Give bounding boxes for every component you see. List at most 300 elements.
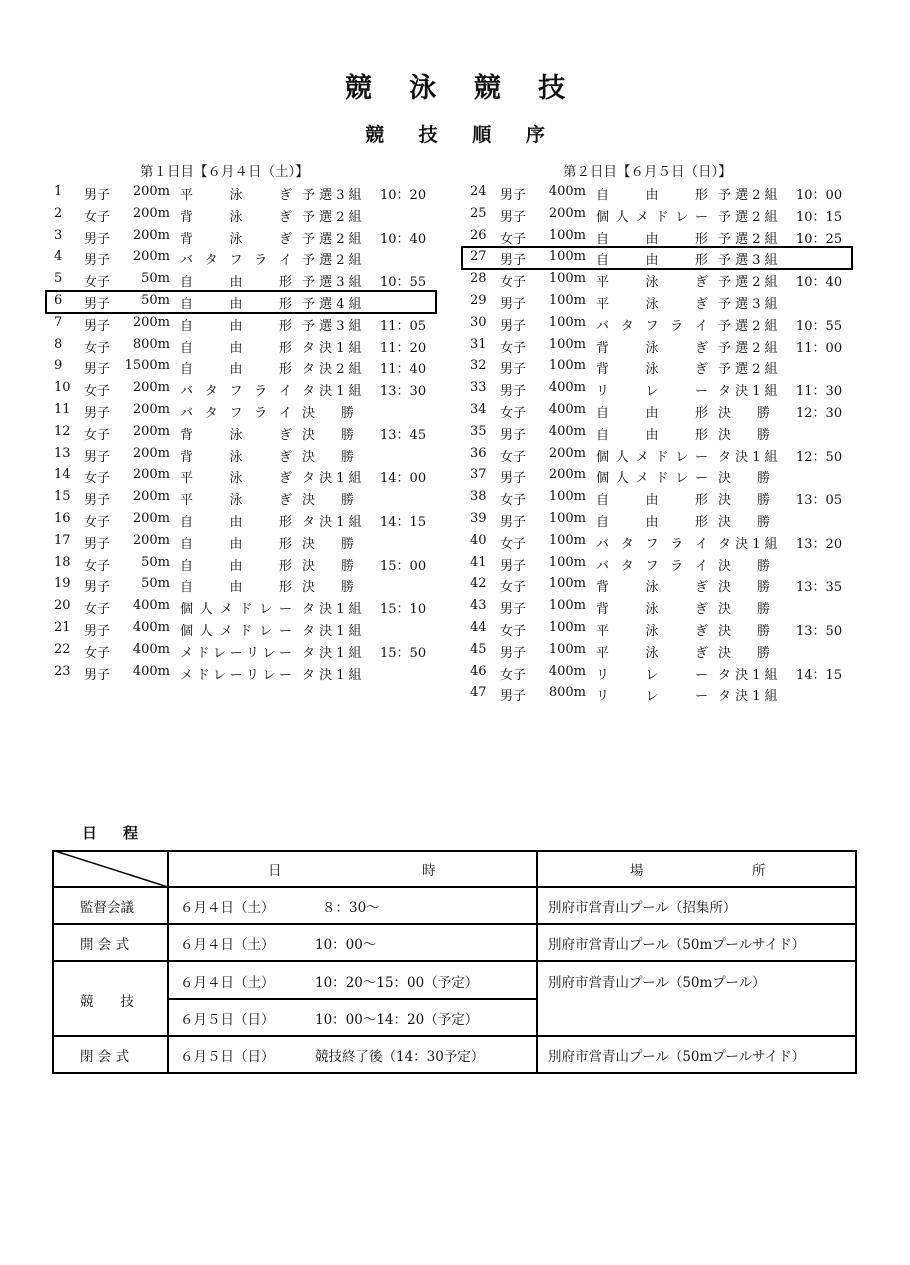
event-name: 自 由 形 xyxy=(596,405,708,421)
event-time: 13：20 xyxy=(796,536,843,552)
event-sex: 女子 xyxy=(500,623,527,639)
row-competition-date-1: ６月４日（土） xyxy=(180,975,275,991)
event-distance: 200m xyxy=(132,314,170,330)
event-round: タ 決 1 組 xyxy=(302,623,362,639)
event-row xyxy=(54,444,436,466)
event-name: 個 人 メ ド レ ー xyxy=(180,623,292,639)
table-rule xyxy=(536,850,538,1074)
event-row xyxy=(54,509,436,531)
event-round: 決 勝 xyxy=(302,493,355,509)
event-number: 11 xyxy=(54,401,71,417)
event-row xyxy=(54,553,436,575)
event-name: 自 由 形 xyxy=(596,493,708,509)
event-number: 30 xyxy=(470,314,487,330)
table-rule xyxy=(52,1072,857,1074)
event-row xyxy=(54,204,436,226)
event-number: 9 xyxy=(54,358,63,374)
event-name: 平 泳 ぎ xyxy=(596,296,708,312)
event-number: 41 xyxy=(470,554,487,570)
event-number: 6 xyxy=(54,292,63,308)
event-sex: 女子 xyxy=(84,340,111,356)
event-number: 39 xyxy=(470,510,487,526)
event-name: 平 泳 ぎ xyxy=(180,188,292,203)
event-round: 決 勝 xyxy=(302,427,355,443)
event-round: タ 決 1 組 xyxy=(302,667,362,683)
row-opening-date: ６月４日（土） xyxy=(180,937,275,953)
event-name: リ レ ー xyxy=(596,689,708,705)
event-sex: 男子 xyxy=(500,318,527,334)
event-row xyxy=(470,182,852,204)
row-competition-label: 競 技 xyxy=(80,994,134,1010)
event-distance: 400m xyxy=(548,380,586,396)
event-row xyxy=(470,269,852,291)
event-row xyxy=(54,487,436,509)
header-place-2: 所 xyxy=(752,863,766,879)
row-competition-time-2: 10：00～14：20（予定） xyxy=(315,1012,479,1028)
event-row xyxy=(470,313,852,335)
event-distance: 100m xyxy=(548,598,586,614)
event-round: 予 選 2 組 xyxy=(718,362,778,378)
event-distance: 400m xyxy=(132,619,170,635)
event-time: 13：30 xyxy=(380,384,427,400)
event-time: 11：05 xyxy=(380,318,427,334)
event-sex: 女子 xyxy=(84,384,111,400)
event-time: 14：00 xyxy=(380,471,427,487)
event-name: 平 泳 ぎ xyxy=(180,471,292,487)
event-number: 40 xyxy=(470,532,487,548)
event-round: 予 選 3 組 xyxy=(718,253,778,269)
event-row xyxy=(470,356,852,378)
event-round: 予 選 3 組 xyxy=(302,188,362,203)
event-sex: 男子 xyxy=(84,318,111,334)
event-row xyxy=(470,574,852,596)
event-name: リ レ ー xyxy=(596,384,708,400)
event-sex: 男子 xyxy=(84,188,111,203)
diagonal-header-cell xyxy=(52,850,168,887)
event-name: 自 由 形 xyxy=(180,580,292,596)
event-row xyxy=(54,465,436,487)
event-sex: 男子 xyxy=(500,471,527,487)
event-row xyxy=(54,378,436,400)
event-time: 11：30 xyxy=(796,384,843,400)
event-row xyxy=(54,400,436,422)
event-row xyxy=(470,465,852,487)
row-opening-time: 10：00～ xyxy=(315,937,377,953)
event-sex: 女子 xyxy=(500,667,527,683)
event-sex: 男子 xyxy=(84,667,111,683)
event-number: 31 xyxy=(470,336,487,352)
event-distance: 200m xyxy=(132,401,170,417)
event-number: 19 xyxy=(54,576,71,592)
event-number: 28 xyxy=(470,271,487,287)
event-distance: 400m xyxy=(548,423,586,439)
event-name: 自 由 形 xyxy=(180,514,292,530)
event-sex: 男子 xyxy=(500,362,527,378)
page-title: 競 泳 競 技 xyxy=(344,73,580,104)
event-row xyxy=(54,269,436,291)
event-time: 10：20 xyxy=(380,188,427,203)
event-distance: 100m xyxy=(548,358,586,374)
event-row xyxy=(54,356,436,378)
event-distance: 200m xyxy=(132,227,170,243)
event-sex: 男子 xyxy=(500,188,527,203)
event-number: 34 xyxy=(470,401,487,417)
row-meeting-place: 別府市営青山プール（招集所） xyxy=(548,900,737,916)
event-time: 10：15 xyxy=(796,209,843,225)
page-subtitle: 競 技 順 序 xyxy=(365,124,559,146)
event-distance: 100m xyxy=(548,619,586,635)
event-row xyxy=(470,487,852,509)
event-name: 自 由 形 xyxy=(180,275,292,291)
event-distance: 50m xyxy=(141,554,170,570)
event-distance: 800m xyxy=(548,685,586,701)
event-row xyxy=(470,662,852,684)
row-closing-time: 競技終了後（14：30予定） xyxy=(315,1049,485,1065)
day1-event-list xyxy=(54,182,436,683)
event-round: 決 勝 xyxy=(718,427,771,443)
event-name: 自 由 形 xyxy=(596,427,708,443)
event-name: 背 泳 ぎ xyxy=(596,602,708,618)
event-round: 決 勝 xyxy=(718,645,771,661)
event-distance: 200m xyxy=(132,423,170,439)
event-round: 予 選 2 組 xyxy=(718,340,778,356)
event-row xyxy=(54,313,436,335)
event-round: タ 決 1 組 xyxy=(302,645,362,661)
event-time: 15：10 xyxy=(380,602,427,618)
event-round: タ 決 2 組 xyxy=(302,362,362,378)
event-distance: 50m xyxy=(141,576,170,592)
event-sex: 男子 xyxy=(84,493,111,509)
event-row xyxy=(470,444,852,466)
event-distance: 400m xyxy=(132,598,170,614)
event-time: 12：30 xyxy=(796,405,843,421)
event-row xyxy=(470,618,852,640)
event-name: 自 由 形 xyxy=(180,536,292,552)
event-round: 決 勝 xyxy=(302,536,355,552)
event-name: メ ド レ ー リ レ ー xyxy=(180,667,292,683)
event-number: 43 xyxy=(470,598,487,614)
row-competition-date-2: ６月５日（日） xyxy=(180,1012,275,1028)
event-sex: 男子 xyxy=(84,536,111,552)
table-rule xyxy=(168,998,537,1000)
event-sex: 男子 xyxy=(84,296,111,312)
event-round: 決 勝 xyxy=(718,623,771,639)
event-number: 7 xyxy=(54,314,63,330)
event-distance: 200m xyxy=(132,467,170,483)
event-distance: 200m xyxy=(132,249,170,265)
event-row xyxy=(470,596,852,618)
event-number: 23 xyxy=(54,663,71,679)
event-distance: 400m xyxy=(132,663,170,679)
event-time: 10：00 xyxy=(796,188,843,203)
event-time: 13：35 xyxy=(796,580,843,596)
event-number: 14 xyxy=(54,467,71,483)
event-name: 自 由 形 xyxy=(180,558,292,574)
event-row xyxy=(470,531,852,553)
event-name: 個 人 メ ド レ ー xyxy=(596,209,708,225)
event-name: バ タ フ ラ イ xyxy=(596,558,708,574)
event-number: 46 xyxy=(470,663,487,679)
event-time: 11：20 xyxy=(380,340,427,356)
event-row xyxy=(46,291,436,313)
event-row xyxy=(470,204,852,226)
event-distance: 100m xyxy=(548,489,586,505)
event-round: タ 決 1 組 xyxy=(718,449,778,465)
event-sex: 女子 xyxy=(500,340,527,356)
event-sex: 男子 xyxy=(500,602,527,618)
event-round: 決 勝 xyxy=(302,580,355,596)
event-sex: 男子 xyxy=(84,623,111,639)
event-time: 10：40 xyxy=(380,231,427,247)
event-number: 20 xyxy=(54,598,71,614)
event-sex: 女子 xyxy=(84,427,111,443)
event-time: 11：00 xyxy=(796,340,843,356)
event-name: 背 泳 ぎ xyxy=(596,580,708,596)
event-round: タ 決 1 組 xyxy=(302,602,362,618)
event-number: 45 xyxy=(470,641,487,657)
event-number: 25 xyxy=(470,205,487,221)
event-number: 13 xyxy=(54,445,71,461)
event-name: 自 由 形 xyxy=(180,318,292,334)
event-row xyxy=(470,378,852,400)
event-name: バ タ フ ラ イ xyxy=(180,253,292,269)
row-closing-label: 閉 会 式 xyxy=(80,1049,130,1065)
event-distance: 200m xyxy=(132,445,170,461)
event-round: 予 選 2 組 xyxy=(302,231,362,247)
event-name: バ タ フ ラ イ xyxy=(596,536,708,552)
event-round: タ 決 1 組 xyxy=(718,536,778,552)
event-time: 13：45 xyxy=(380,427,427,443)
table-rule xyxy=(855,850,857,1074)
event-round: 予 選 2 組 xyxy=(718,318,778,334)
event-round: 決 勝 xyxy=(718,471,771,487)
event-name: 自 由 形 xyxy=(180,362,292,378)
event-sex: 男子 xyxy=(84,362,111,378)
event-sex: 男子 xyxy=(84,449,111,465)
event-time: 10：55 xyxy=(796,318,843,334)
event-sex: 女子 xyxy=(84,514,111,530)
row-competition-time-1: 10：20～15：00（予定） xyxy=(315,975,479,991)
event-number: 17 xyxy=(54,532,71,548)
event-sex: 男子 xyxy=(500,253,527,269)
row-meeting-label: 監督会議 xyxy=(80,900,134,916)
event-time: 12：50 xyxy=(796,449,843,465)
event-number: 3 xyxy=(54,227,63,243)
event-number: 33 xyxy=(470,380,487,396)
event-number: 8 xyxy=(54,336,63,352)
event-distance: 100m xyxy=(548,314,586,330)
event-round: 決 勝 xyxy=(302,449,355,465)
event-sex: 男子 xyxy=(84,580,111,596)
event-distance: 200m xyxy=(132,205,170,221)
event-time: 10：25 xyxy=(796,231,843,247)
event-round: タ 決 1 組 xyxy=(718,689,778,705)
event-sex: 女子 xyxy=(84,275,111,291)
event-distance: 200m xyxy=(132,380,170,396)
event-row xyxy=(470,553,852,575)
event-number: 12 xyxy=(54,423,71,439)
event-row xyxy=(54,335,436,357)
event-name: バ タ フ ラ イ xyxy=(596,318,708,334)
event-sex: 男子 xyxy=(84,231,111,247)
event-name: 平 泳 ぎ xyxy=(596,275,708,291)
event-row xyxy=(54,182,436,204)
event-sex: 男子 xyxy=(500,645,527,661)
event-distance: 200m xyxy=(548,445,586,461)
event-number: 38 xyxy=(470,489,487,505)
event-distance: 100m xyxy=(548,641,586,657)
event-round: タ 決 1 組 xyxy=(302,471,362,487)
event-number: 18 xyxy=(54,554,71,570)
event-time: 14：15 xyxy=(796,667,843,683)
event-sex: 女子 xyxy=(84,558,111,574)
event-round: タ 決 1 組 xyxy=(302,340,362,356)
event-number: 24 xyxy=(470,184,487,199)
event-name: 平 泳 ぎ xyxy=(596,645,708,661)
event-name: バ タ フ ラ イ xyxy=(180,405,292,421)
event-distance: 100m xyxy=(548,292,586,308)
event-round: タ 決 1 組 xyxy=(302,514,362,530)
event-sex: 女子 xyxy=(500,449,527,465)
event-distance: 100m xyxy=(548,554,586,570)
event-name: 自 由 形 xyxy=(596,231,708,247)
event-distance: 400m xyxy=(548,184,586,199)
event-round: タ 決 1 組 xyxy=(718,667,778,683)
event-round: 予 選 2 組 xyxy=(718,275,778,291)
event-number: 26 xyxy=(470,227,487,243)
event-time: 13：50 xyxy=(796,623,843,639)
table-rule xyxy=(52,960,857,962)
row-meeting-time: ８：30～ xyxy=(322,900,380,916)
event-name: 個 人 メ ド レ ー xyxy=(596,471,708,487)
event-distance: 100m xyxy=(548,249,586,265)
event-round: 決 勝 xyxy=(302,558,355,574)
event-round: 決 勝 xyxy=(718,558,771,574)
event-name: 背 泳 ぎ xyxy=(180,449,292,465)
event-time: 10：55 xyxy=(380,275,427,291)
event-number: 29 xyxy=(470,292,487,308)
event-round: 予 選 4 組 xyxy=(302,296,362,312)
schedule-label: 日程 xyxy=(82,824,165,842)
event-time: 15：50 xyxy=(380,645,427,661)
event-sex: 女子 xyxy=(500,231,527,247)
event-round: 予 選 2 組 xyxy=(302,253,362,269)
event-row xyxy=(470,335,852,357)
event-number: 2 xyxy=(54,205,63,221)
event-row xyxy=(470,509,852,531)
event-distance: 200m xyxy=(548,205,586,221)
event-row xyxy=(470,291,852,313)
event-name: 自 由 形 xyxy=(596,514,708,530)
event-sex: 男子 xyxy=(500,427,527,443)
event-number: 16 xyxy=(54,510,71,526)
event-round: 決 勝 xyxy=(302,405,355,421)
row-closing-date: ６月５日（日） xyxy=(180,1049,275,1065)
event-sex: 女子 xyxy=(500,536,527,552)
header-time: 時 xyxy=(422,863,436,879)
event-time: 10：40 xyxy=(796,275,843,291)
row-opening-label: 開 会 式 xyxy=(80,937,130,953)
event-number: 35 xyxy=(470,423,487,439)
event-round: 予 選 3 組 xyxy=(302,318,362,334)
event-distance: 400m xyxy=(548,663,586,679)
event-name: バ タ フ ラ イ xyxy=(180,384,292,400)
event-time: 13：05 xyxy=(796,493,843,509)
event-name: 背 泳 ぎ xyxy=(596,362,708,378)
row-meeting-date: ６月４日（土） xyxy=(180,900,275,916)
event-name: 自 由 形 xyxy=(180,340,292,356)
event-distance: 200m xyxy=(132,184,170,199)
event-number: 44 xyxy=(470,619,487,635)
event-round: 決 勝 xyxy=(718,493,771,509)
event-name: 背 泳 ぎ xyxy=(180,209,292,225)
event-number: 32 xyxy=(470,358,487,374)
event-number: 10 xyxy=(54,380,71,396)
event-distance: 100m xyxy=(548,532,586,548)
event-name: 個 人 メ ド レ ー xyxy=(180,602,292,618)
event-distance: 50m xyxy=(141,292,170,308)
event-distance: 200m xyxy=(132,532,170,548)
event-name: 平 泳 ぎ xyxy=(596,623,708,639)
table-rule xyxy=(52,1035,857,1037)
event-row xyxy=(54,618,436,640)
event-number: 42 xyxy=(470,576,487,592)
day2-event-list xyxy=(470,182,852,705)
event-number: 15 xyxy=(54,489,71,505)
event-sex: 女子 xyxy=(500,580,527,596)
row-competition-place: 別府市営青山プール（50mプール） xyxy=(548,975,766,991)
event-row xyxy=(54,531,436,553)
event-distance: 100m xyxy=(548,336,586,352)
event-row xyxy=(54,247,436,269)
header-place-1: 場 xyxy=(630,863,644,879)
event-sex: 女子 xyxy=(84,209,111,225)
event-name: 自 由 形 xyxy=(596,188,708,203)
event-row xyxy=(470,400,852,422)
day1-heading: 第１日目【６月４日（土）】 xyxy=(140,164,309,180)
event-distance: 100m xyxy=(548,576,586,592)
event-name: 平 泳 ぎ xyxy=(180,493,292,509)
event-round: 予 選 3 組 xyxy=(302,275,362,291)
event-number: 5 xyxy=(54,271,63,287)
event-distance: 50m xyxy=(141,271,170,287)
event-round: 予 選 2 組 xyxy=(718,209,778,225)
event-row xyxy=(54,226,436,248)
event-round: タ 決 1 組 xyxy=(718,384,778,400)
event-sex: 男子 xyxy=(500,558,527,574)
event-name: リ レ ー xyxy=(596,667,708,683)
event-sex: 男子 xyxy=(500,209,527,225)
event-number: 47 xyxy=(470,685,487,701)
event-round: 決 勝 xyxy=(718,580,771,596)
event-distance: 100m xyxy=(548,271,586,287)
event-number: 36 xyxy=(470,445,487,461)
event-distance: 200m xyxy=(132,510,170,526)
table-rule xyxy=(52,850,857,852)
table-rule xyxy=(52,923,857,925)
event-sex: 女子 xyxy=(84,645,111,661)
event-time: 15：00 xyxy=(380,558,427,574)
event-name: 背 泳 ぎ xyxy=(596,340,708,356)
day2-heading: 第２日目【６月５日（日）】 xyxy=(563,164,732,180)
event-name: 自 由 形 xyxy=(180,296,292,312)
event-distance: 200m xyxy=(548,467,586,483)
row-opening-place: 別府市営青山プール（50mプールサイド） xyxy=(548,937,806,953)
event-name: メ ド レ ー リ レ ー xyxy=(180,645,292,661)
event-row xyxy=(54,640,436,662)
event-name: 背 泳 ぎ xyxy=(180,427,292,443)
table-rule xyxy=(52,886,857,888)
